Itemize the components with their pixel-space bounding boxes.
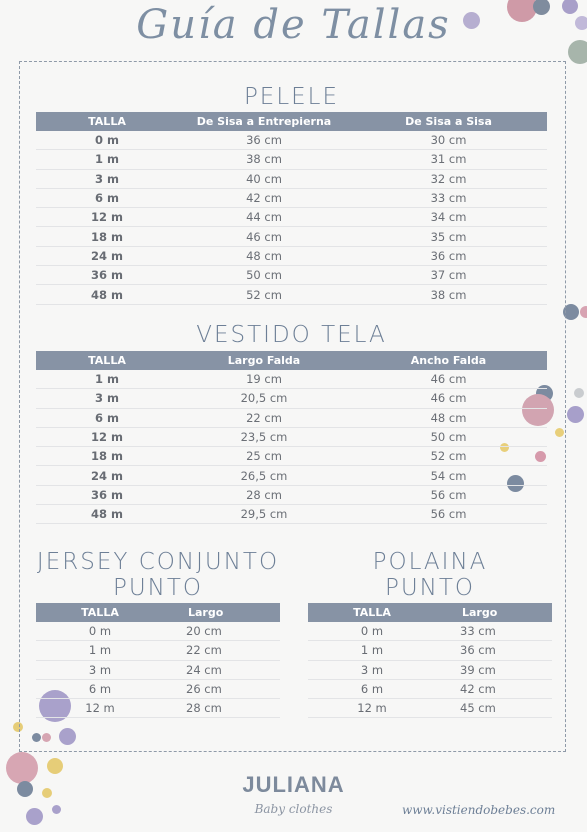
size-cell: 1 m: [308, 641, 436, 660]
column-header: De Sisa a Sisa: [350, 112, 547, 131]
size-cell: 6 m: [308, 679, 436, 698]
vestido-title: VESTIDO TELA: [196, 322, 387, 348]
table-row: [308, 641, 552, 660]
value-cell: 48 cm: [178, 246, 350, 265]
brand-tagline: Baby clothes: [254, 802, 333, 816]
table-row: [36, 208, 547, 227]
column-header: TALLA: [36, 351, 178, 370]
jersey-table: [36, 603, 280, 718]
table-row: [36, 188, 547, 207]
value-cell: 22 cm: [164, 641, 280, 660]
table-row: [36, 466, 547, 485]
brand-logo: JULIANA: [242, 772, 345, 797]
size-cell: 6 m: [36, 188, 178, 207]
size-cell: 0 m: [36, 622, 164, 641]
pelele-table: [36, 112, 547, 305]
size-cell: 0 m: [308, 622, 436, 641]
table-row: [308, 660, 552, 679]
table-header-row: [308, 603, 552, 622]
value-cell: 19 cm: [178, 370, 350, 389]
table-row: [36, 408, 547, 427]
table-row: [36, 389, 547, 408]
column-header: TALLA: [36, 112, 178, 131]
value-cell: 54 cm: [350, 466, 547, 485]
table-row: [36, 622, 280, 641]
jersey-title-line2: PUNTO: [112, 575, 204, 601]
value-cell: 38 cm: [178, 150, 350, 169]
value-cell: 42 cm: [178, 188, 350, 207]
table-row: [36, 679, 280, 698]
size-cell: 0 m: [36, 131, 178, 150]
value-cell: 37 cm: [350, 266, 547, 285]
table-row: [36, 485, 547, 504]
value-cell: 20,5 cm: [178, 389, 350, 408]
value-cell: 44 cm: [178, 208, 350, 227]
polaina-title: [308, 549, 552, 601]
table-row: [36, 505, 547, 524]
value-cell: 26 cm: [164, 679, 280, 698]
column-header: TALLA: [36, 603, 164, 622]
table-row: [36, 227, 547, 246]
table-row: [36, 266, 547, 285]
value-cell: 39 cm: [436, 660, 552, 679]
value-cell: 31 cm: [350, 150, 547, 169]
table-row: [36, 427, 547, 446]
value-cell: 46 cm: [178, 227, 350, 246]
polaina-table: [308, 603, 552, 718]
value-cell: 40 cm: [178, 169, 350, 188]
value-cell: 36 cm: [350, 246, 547, 265]
jersey-title: [36, 549, 280, 601]
size-cell: 1 m: [36, 370, 178, 389]
table-row: [308, 622, 552, 641]
value-cell: 56 cm: [350, 505, 547, 524]
value-cell: 35 cm: [350, 227, 547, 246]
value-cell: 30 cm: [350, 131, 547, 150]
value-cell: 20 cm: [164, 622, 280, 641]
table-row: [36, 699, 280, 718]
value-cell: 23,5 cm: [178, 427, 350, 446]
value-cell: 33 cm: [436, 622, 552, 641]
value-cell: 46 cm: [350, 370, 547, 389]
value-cell: 42 cm: [436, 679, 552, 698]
size-cell: 48 m: [36, 505, 178, 524]
size-cell: 36 m: [36, 485, 178, 504]
value-cell: 50 cm: [350, 427, 547, 446]
value-cell: 34 cm: [350, 208, 547, 227]
value-cell: 52 cm: [350, 447, 547, 466]
value-cell: 36 cm: [178, 131, 350, 150]
table-row: [36, 447, 547, 466]
size-cell: 3 m: [36, 389, 178, 408]
table-row: [36, 169, 547, 188]
size-cell: 12 m: [36, 427, 178, 446]
column-header: Ancho Falda: [350, 351, 547, 370]
size-cell: 3 m: [36, 660, 164, 679]
polaina-title-line2: PUNTO: [384, 575, 476, 601]
table-header-row: [36, 351, 547, 370]
table-row: [36, 150, 547, 169]
polaina-title-line1: POLAINA: [372, 549, 488, 575]
table-header-row: [36, 112, 547, 131]
size-cell: 3 m: [308, 660, 436, 679]
value-cell: 56 cm: [350, 485, 547, 504]
value-cell: 28 cm: [164, 699, 280, 718]
table-row: [36, 370, 547, 389]
size-cell: 6 m: [36, 408, 178, 427]
size-cell: 3 m: [36, 169, 178, 188]
pelele-title: PELELE: [243, 84, 340, 110]
value-cell: 26,5 cm: [178, 466, 350, 485]
table-row: [308, 679, 552, 698]
column-header: De Sisa a Entrepierna: [178, 112, 350, 131]
value-cell: 36 cm: [436, 641, 552, 660]
vestido-table: [36, 351, 547, 524]
size-cell: 12 m: [308, 699, 436, 718]
value-cell: 38 cm: [350, 285, 547, 304]
value-cell: 46 cm: [350, 389, 547, 408]
table-row: [308, 699, 552, 718]
size-cell: 1 m: [36, 150, 178, 169]
column-header: Largo: [436, 603, 552, 622]
size-cell: 36 m: [36, 266, 178, 285]
size-cell: 18 m: [36, 447, 178, 466]
column-header: Largo: [164, 603, 280, 622]
table-row: [36, 131, 547, 150]
table-row: [36, 641, 280, 660]
value-cell: 29,5 cm: [178, 505, 350, 524]
value-cell: 50 cm: [178, 266, 350, 285]
size-cell: 6 m: [36, 679, 164, 698]
value-cell: 48 cm: [350, 408, 547, 427]
value-cell: 25 cm: [178, 447, 350, 466]
value-cell: 45 cm: [436, 699, 552, 718]
table-row: [36, 246, 547, 265]
website-link[interactable]: www.vistiendobebes.com: [402, 803, 556, 817]
table-row: [36, 285, 547, 304]
jersey-title-line1: JERSEY CONJUNTO: [36, 549, 280, 575]
size-cell: 12 m: [36, 699, 164, 718]
size-cell: 24 m: [36, 466, 178, 485]
column-header: Largo Falda: [178, 351, 350, 370]
page-title: Guía de Tallas: [136, 2, 451, 48]
size-cell: 48 m: [36, 285, 178, 304]
size-cell: 24 m: [36, 246, 178, 265]
value-cell: 32 cm: [350, 169, 547, 188]
column-header: TALLA: [308, 603, 436, 622]
value-cell: 24 cm: [164, 660, 280, 679]
size-cell: 1 m: [36, 641, 164, 660]
value-cell: 33 cm: [350, 188, 547, 207]
size-cell: 12 m: [36, 208, 178, 227]
value-cell: 28 cm: [178, 485, 350, 504]
table-row: [36, 660, 280, 679]
value-cell: 22 cm: [178, 408, 350, 427]
value-cell: 52 cm: [178, 285, 350, 304]
size-cell: 18 m: [36, 227, 178, 246]
table-header-row: [36, 603, 280, 622]
